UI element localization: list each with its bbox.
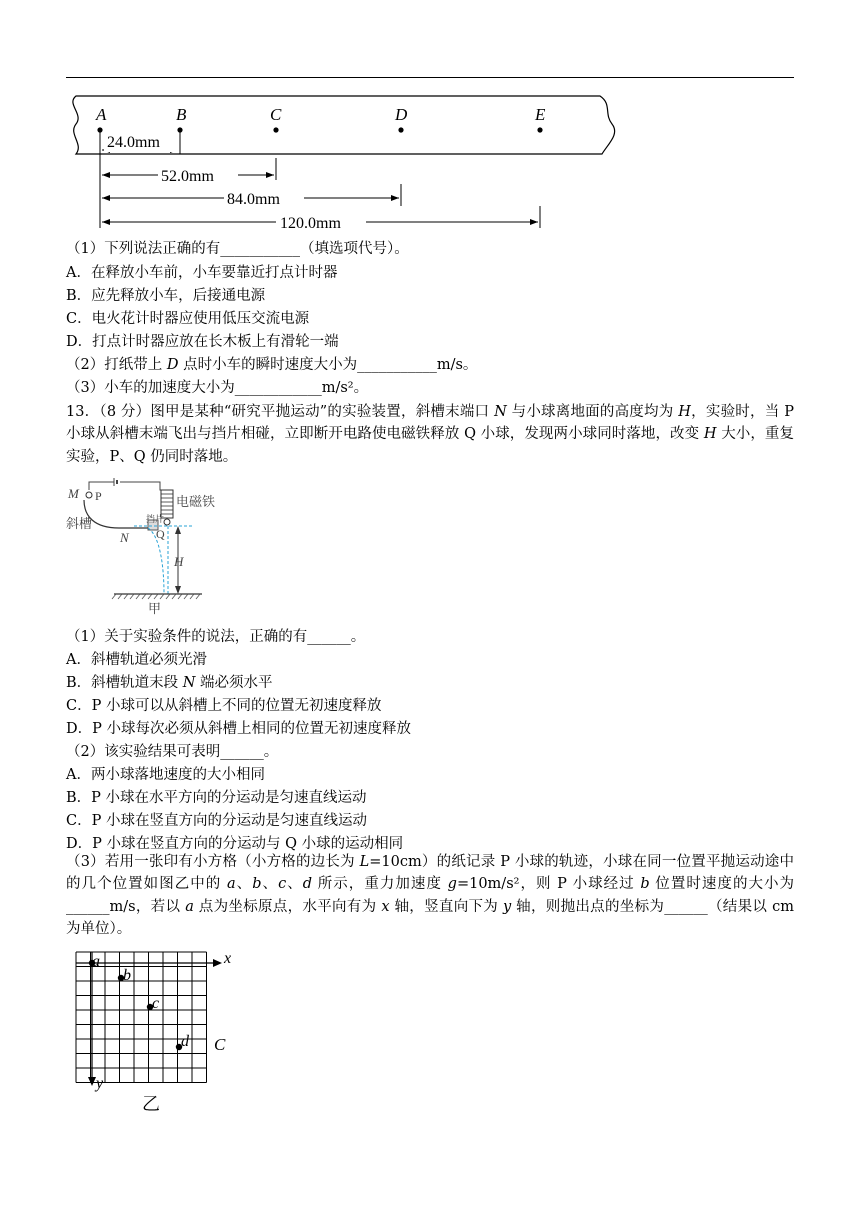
answer-blank: ___________ — [220, 241, 300, 257]
q12-part1: （1）下列说法正确的有___________（填选项代号）。 — [66, 241, 409, 257]
label-h: H — [174, 554, 184, 569]
label-b: b — [123, 967, 131, 984]
q12-part2: （2）打纸带上 D 点时小车的瞬时速度大小为___________m/s。 — [66, 357, 478, 373]
q13-option-2c: C．P 小球在竖直方向的分运动是匀速直线运动 — [66, 813, 367, 829]
ball-q — [164, 519, 170, 525]
tape-dot-e — [537, 127, 542, 132]
answer-blank: ___________ — [357, 357, 437, 373]
tape-label-e: E — [535, 105, 546, 124]
header-rule — [66, 77, 794, 78]
apparatus-figure-jia — [64, 476, 264, 616]
ball-p — [86, 492, 92, 498]
q12-option-b: B．应先释放小车，后接通电源 — [66, 288, 266, 304]
label-c-upper: C — [214, 1035, 226, 1054]
label-p: P — [95, 489, 102, 503]
axis-y-label: y — [96, 1075, 104, 1092]
dim-ae: 120.0mm — [280, 215, 341, 232]
tape-label-c: C — [270, 105, 282, 124]
q13-part3: （3）若用一张印有小方格（小方格的边长为 L=10cm）的纸记录 P 小球的轨迹，小球在同一位置平抛运动途中的几个位置如图乙中的 a、b、c、d 所示，重力加速度 g=10m/s²，则 P 小球经过 b 位置时速度的大小为______m/s，若以 a 点为坐标原点，水平向有为 x 轴，竖直向下为 y 轴，则抛出点的坐标为______（结果以 cm 为单位）。 — [66, 854, 795, 938]
q12-part3: （3）小车的加速度大小为____________m/s²。 — [66, 380, 369, 396]
grid-figure-yi — [70, 948, 250, 1114]
label-n: N — [120, 530, 129, 545]
q13-part1: （1）关于实验条件的说法，正确的有______。 — [66, 629, 366, 645]
dim-ad: 84.0mm — [227, 191, 280, 208]
q13-part2: （2）该实验结果可表明______。 — [66, 744, 279, 760]
axis-x-label: x — [224, 950, 232, 967]
q12-option-d: D．打点计时器应放在长木板上有滑轮一端 — [66, 334, 339, 350]
q13-option-1a: A．斜槽轨道必须光滑 — [66, 652, 207, 668]
q13-option-2d: D．P 小球在竖直方向的分运动与 Q 小球的运动相同 — [66, 836, 404, 852]
q13-option-1d: D．P 小球每次必须从斜槽上相同的位置无初速度释放 — [66, 721, 411, 737]
q12-option-a: A．在释放小车前，小车要靠近打点计时器 — [66, 265, 338, 281]
caption-jia: 甲 — [148, 601, 162, 616]
q13-stem: 13．（8 分）图甲是某种“研究平抛运动”的实验装置，斜槽末端口 N 与小球离地面的高度均为 H，实验时，当 P 小球从斜槽末端飞出与挡片相碰，立即断开电路使电磁铁释放 Q 小球，发现两小球同时落地，改变 H 大小，重复实验，P、Q 仍同时落地。 — [66, 404, 795, 465]
q12-option-c: C．电火花计时器应使用低压交流电源 — [66, 311, 310, 327]
tape-dots — [97, 127, 542, 132]
label-m: M — [68, 486, 79, 501]
label-magnet: 电磁铁 — [176, 494, 216, 509]
paper-tape-figure — [60, 88, 620, 236]
q13-option-1c: C．P 小球可以从斜槽上不同的位置无初速度释放 — [66, 698, 382, 714]
tape-label-d: D — [395, 105, 408, 124]
tape-label-b: B — [176, 105, 187, 124]
q13-option-2b: B．P 小球在水平方向的分运动是匀速直线运动 — [66, 790, 367, 806]
label-baffle: 挡片 — [146, 514, 165, 524]
q13-option-1b: B．斜槽轨道末段 N 端必须水平 — [66, 675, 273, 691]
answer-blank: ____________ — [234, 380, 322, 396]
label-q: Q — [156, 527, 165, 541]
caption-yi: 乙 — [142, 1094, 160, 1114]
q13-option-2a: A．两小球落地速度的大小相同 — [66, 767, 265, 783]
tape-label-a: A — [96, 105, 107, 124]
dim-ab: 24.0mm — [107, 134, 160, 151]
label-a: a — [92, 953, 100, 970]
tape-dot-b — [177, 127, 182, 132]
tape-dot-d — [398, 127, 403, 132]
tape-dot-c — [273, 127, 278, 132]
label-c: c — [152, 995, 160, 1012]
label-slope: 斜槽 — [66, 516, 93, 531]
dim-ac: 52.0mm — [161, 168, 214, 185]
label-d: d — [181, 1033, 189, 1050]
